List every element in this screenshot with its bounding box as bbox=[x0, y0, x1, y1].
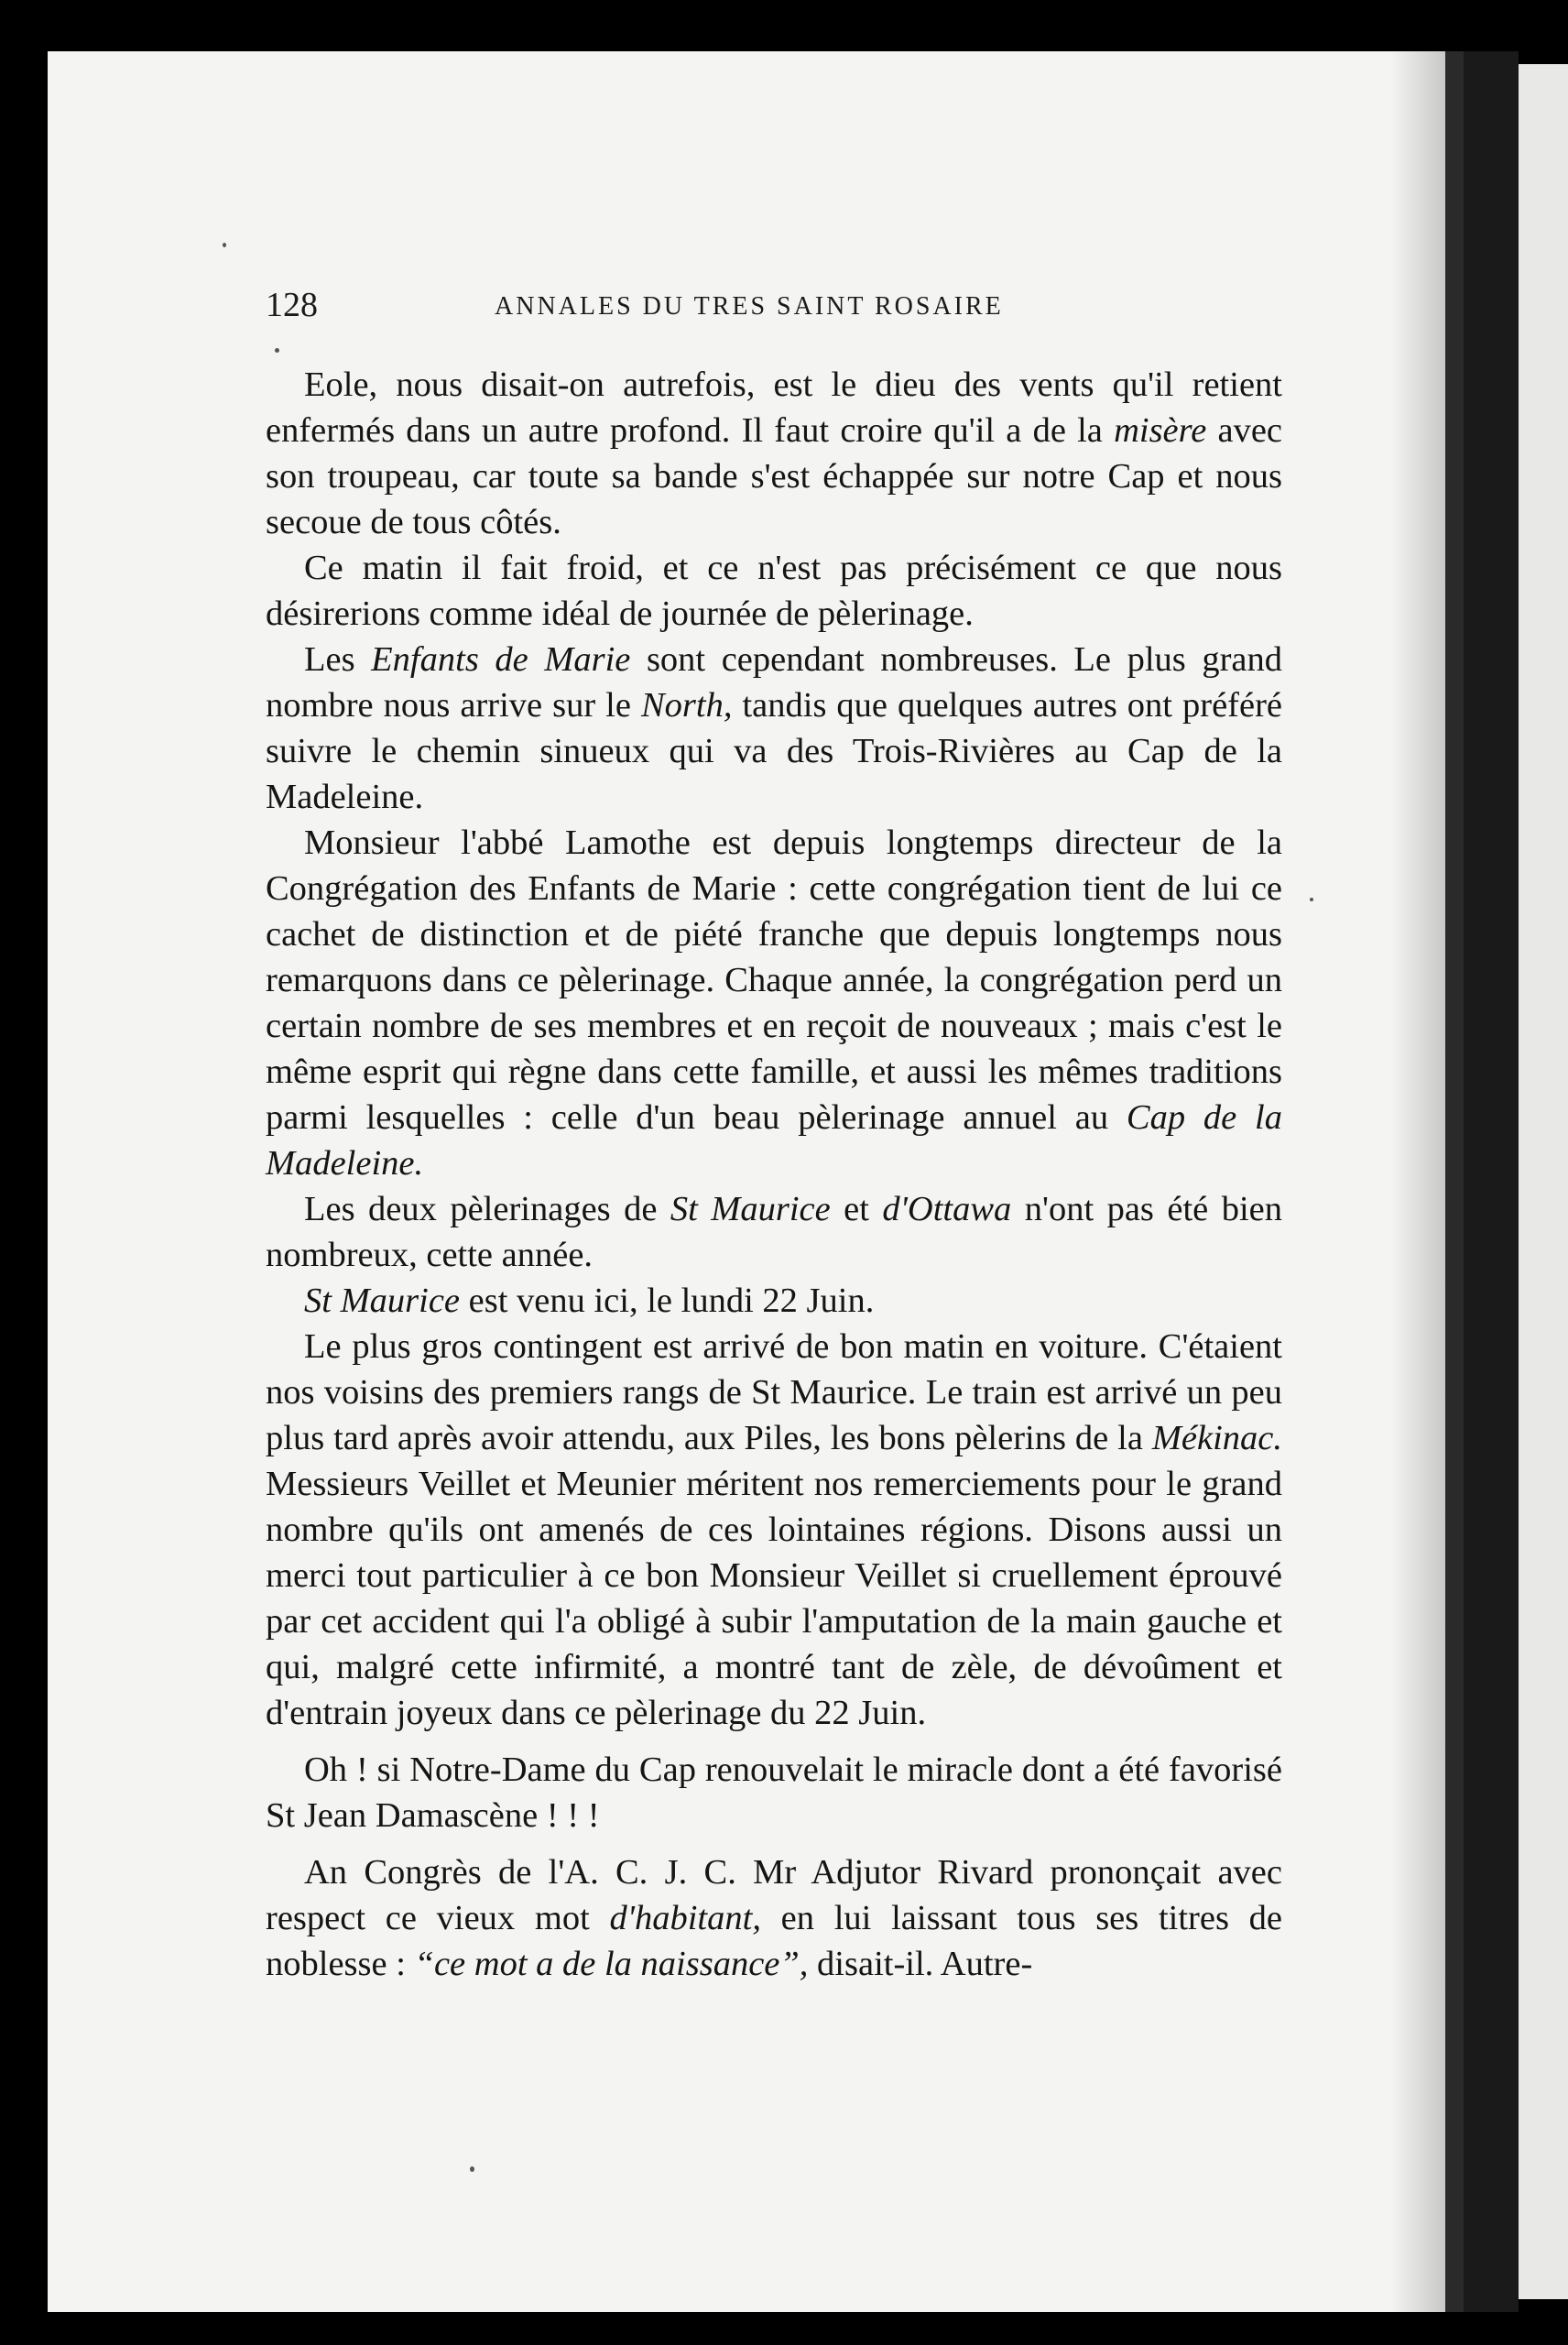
text-run: Monsieur l'abbé Lamothe est depuis longtemps directeur de la Congrégation des Enfants de Marie : cette congrégation tient de lui ce cachet de distinction et de piété franche que depuis longtemps nous remarquons dans ce pèlerinage. Chaque année, la congrégation perd un certain nombre de ses membres et en reçoit de nouveaux ; mais c'est le même esprit qui règne dans cette famille, et aussi les mêmes traditions parmi lesquelles : celle d'un beau pèlerinage annuel au bbox=[266, 823, 1282, 1137]
italic-run: Cap de la Madeleine. bbox=[266, 1098, 1282, 1183]
italic-run: misère bbox=[1114, 411, 1207, 450]
text-run: Les bbox=[304, 640, 372, 679]
body-text bbox=[266, 362, 1282, 1987]
page-number: 128 bbox=[266, 286, 318, 324]
italic-run: d'habitant, bbox=[609, 1899, 761, 1937]
text-run: avec son troupeau, car toute sa bande s'est échappée sur notre Cap et nous secoue de tous côtés. bbox=[266, 411, 1283, 541]
running-head: ANNALES DU TRES SAINT ROSAIRE bbox=[495, 292, 1004, 321]
text-run: Messieurs Veillet et Meunier méritent nos remerciements pour le grand nombre qu'ils ont amenés de ces lointaines régions. Disons aussi un merci tout particulier à ce bon Monsieur Veillet si cruellement éprouvé par cet accident qui l'a obligé à subir l'amputation de la main gauche et qui, malgré cette infirmité, a montré tant de zèle, de dévoûment et d'entrain joyeux dans ce pèlerinage du 22 Juin. bbox=[266, 1465, 1282, 1732]
italic-run: d'Ottawa bbox=[882, 1190, 1012, 1228]
text-run: tandis que quelques autres ont préféré suivre le chemin sinueux qui va des Trois-Rivières au Cap de la Madeleine. bbox=[266, 686, 1282, 816]
paragraph-miracle bbox=[266, 1747, 1282, 1838]
paragraph-lamothe bbox=[266, 820, 1282, 1186]
print-speck bbox=[1310, 898, 1313, 901]
text-run: An Congrès de l'A. C. J. C. Mr Adjutor Rivard prononçait avec respect ce vieux mot bbox=[266, 1853, 1282, 1937]
text-run: disait-il. Autre- bbox=[808, 1945, 1033, 1983]
page-header bbox=[266, 282, 1282, 328]
text-run: Ce matin il fait froid, et ce n'est pas précisément ce que nous désirerions comme idéal de journée de pèlerinage. bbox=[266, 549, 1282, 633]
paragraph-matin bbox=[266, 545, 1282, 637]
binding-edge bbox=[1464, 51, 1519, 2312]
print-speck bbox=[470, 2166, 474, 2172]
text-run: et bbox=[830, 1190, 883, 1228]
paragraph-contingent bbox=[266, 1324, 1282, 1736]
paragraph-eole bbox=[266, 362, 1282, 545]
text-run: Les deux pèlerinages de bbox=[304, 1190, 670, 1228]
paragraph-deux-pelerinages bbox=[266, 1186, 1282, 1278]
paragraph-st-maurice bbox=[266, 1278, 1282, 1324]
italic-run: Enfants de Marie bbox=[371, 640, 631, 679]
paragraph-enfants bbox=[266, 637, 1282, 820]
print-speck bbox=[223, 243, 226, 247]
text-run: en lui laissant tous ses titres de noblesse : bbox=[266, 1899, 1282, 1983]
italic-run: North, bbox=[640, 686, 733, 725]
text-run: sont cependant nombreuses. Le plus grand nombre nous arrive sur le bbox=[266, 640, 1282, 725]
italic-run: St Maurice bbox=[670, 1190, 831, 1228]
italic-run: “ce mot a de la naissance”, bbox=[414, 1945, 809, 1983]
italic-run: Mékinac. bbox=[1151, 1419, 1282, 1457]
text-run: n'ont pas été bien nombreux, cette année. bbox=[266, 1190, 1282, 1274]
text-run: Le plus gros contingent est arrivé de bon matin en voiture. C'étaient nos voisins des premiers rangs de St Maurice. Le train est arrivé un peu plus tard après avoir attendu, aux Piles, les bons pèlerins de la bbox=[266, 1327, 1282, 1457]
text-run: Eole, nous disait-on autrefois, est le dieu des vents qu'il retient enfermés dans un autre profond. Il faut croire qu'il a de la bbox=[266, 365, 1282, 450]
page-gutter-shadow bbox=[1390, 51, 1445, 2312]
print-speck bbox=[275, 348, 279, 353]
italic-run: St Maurice bbox=[304, 1282, 460, 1320]
next-page-edge bbox=[1519, 64, 1568, 2299]
paragraph-congres bbox=[266, 1849, 1282, 1987]
text-run: est venu ici, le lundi 22 Juin. bbox=[460, 1282, 875, 1320]
text-run: Oh ! si Notre-Dame du Cap renouvelait le miracle dont a été favorisé St Jean Damascène ! ! ! bbox=[266, 1751, 1282, 1835]
